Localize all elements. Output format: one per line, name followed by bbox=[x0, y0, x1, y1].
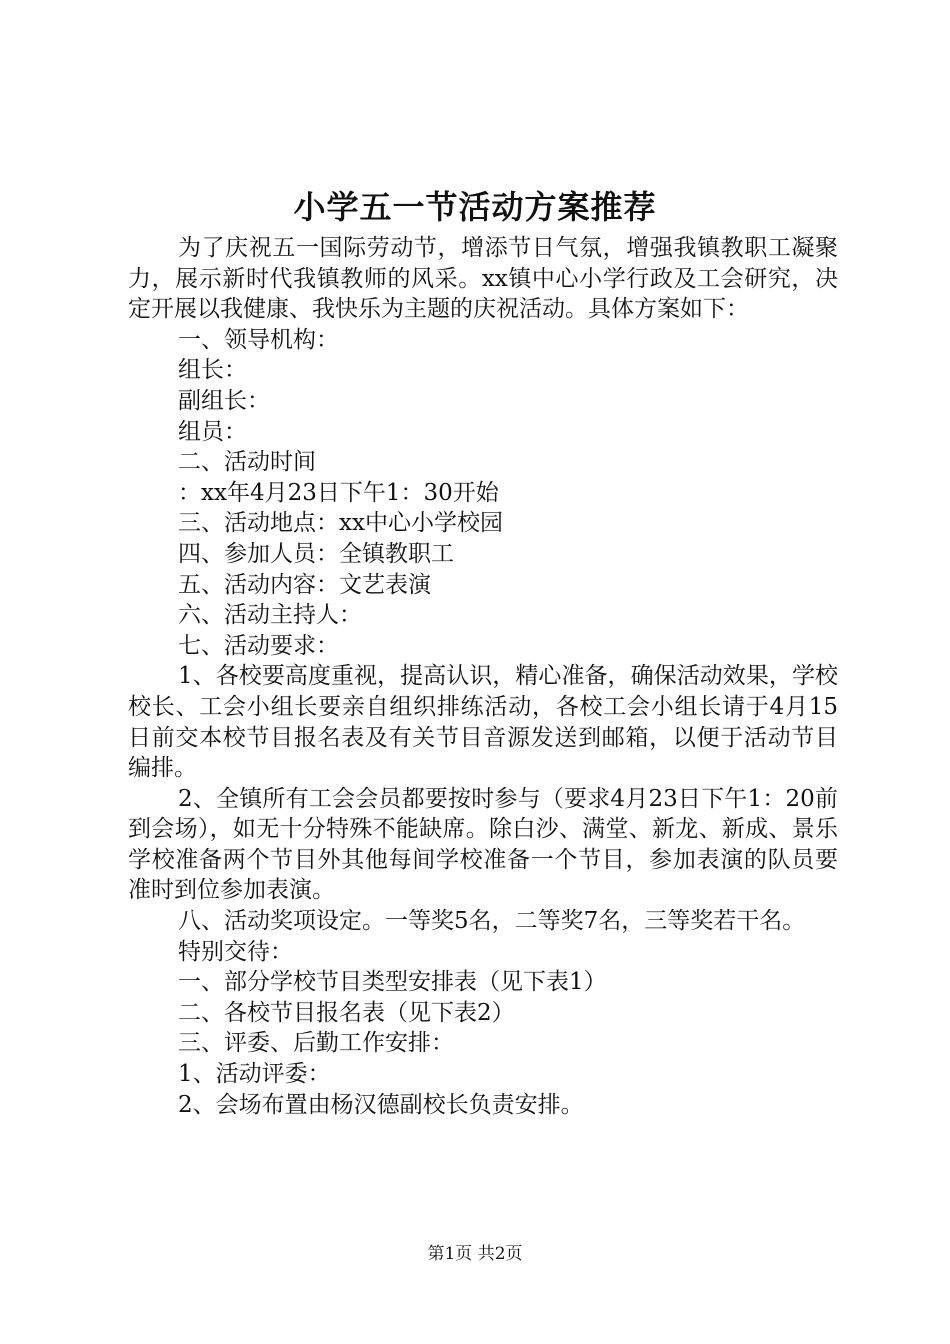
page-number-footer: 第1页 共2页 bbox=[427, 1244, 523, 1264]
document-body bbox=[128, 233, 838, 1120]
section-leadership: 一、领导机构： bbox=[178, 326, 339, 353]
awards-paragraph: 八、活动奖项设定。一等奖5名，二等奖7名，三等奖若干名。 bbox=[178, 908, 806, 935]
intro-paragraph: 为了庆祝五一国际劳动节，增添节日气氛，增强我镇教职工凝聚力，展示新时代我镇教师的风采。xx镇中心小学行政及工会研究，决定开展以我健康、我快乐为主题的庆祝活动。具体方案如下： bbox=[128, 235, 838, 323]
members-line: 组员： bbox=[178, 418, 247, 445]
judges-logistics-heading: 三、评委、后勤工作安排： bbox=[178, 1030, 454, 1057]
section-participants: 四、参加人员：全镇教职工 bbox=[178, 540, 454, 567]
table-1-reference: 一、部分学校节目类型安排表（见下表1） bbox=[178, 969, 607, 996]
requirement-1-paragraph: 1、各校要高度重视，提高认识，精心准备，确保活动效果，学校校长、工会小组长要亲自组织排练活动，各校工会小组长请于4月15日前交本校节目报名表及有关节目音源发送到邮箱，以便于活动节目编排。 bbox=[128, 663, 838, 782]
section-time: 二、活动时间 bbox=[178, 449, 316, 476]
judges-line: 1、活动评委： bbox=[178, 1061, 331, 1088]
document-title: 小学五一节活动方案推荐 bbox=[293, 188, 657, 226]
time-value-line: ：xx年4月23日下午1：30开始 bbox=[178, 479, 499, 506]
section-requirements: 七、活动要求： bbox=[178, 632, 339, 659]
venue-setup-line: 2、会场布置由杨汉德副校长负责安排。 bbox=[178, 1091, 584, 1118]
special-notes-heading: 特别交待： bbox=[178, 938, 293, 965]
section-location: 三、活动地点：xx中心小学校园 bbox=[178, 510, 503, 537]
section-content: 五、活动内容：文艺表演 bbox=[178, 571, 431, 598]
section-host: 六、活动主持人： bbox=[178, 602, 362, 629]
requirement-2-paragraph: 2、全镇所有工会会员都要按时参与（要求4月23日下午1：20前到会场），如无十分特殊不能缺席。除白沙、满堂、新龙、新成、景乐学校准备两个节目外其他每间学校准备一个节目，参加表演的队员要准时到位参加表演。 bbox=[128, 785, 838, 904]
deputy-leader-line: 副组长： bbox=[178, 387, 270, 414]
table-2-reference: 二、各校节目报名表（见下表2） bbox=[178, 999, 515, 1026]
group-leader-line: 组长： bbox=[178, 357, 247, 384]
